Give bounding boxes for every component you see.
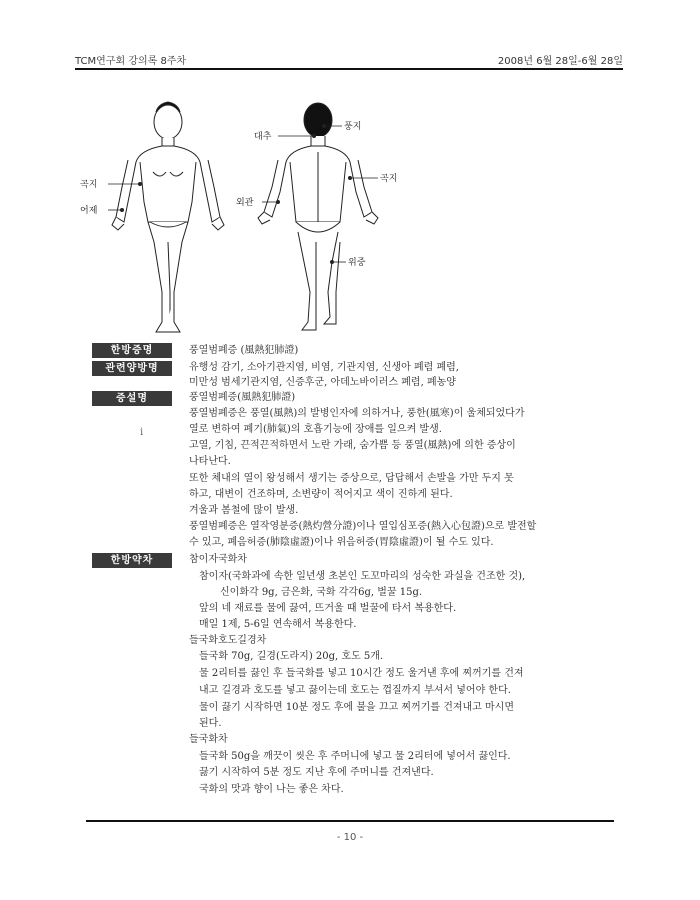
margin-mark: i [140, 427, 144, 438]
text-line: 겨울과 봄철에 많이 발생. [189, 505, 299, 516]
text-line: 들국화호도길경차 [189, 635, 267, 646]
tag-description: 증설명 [92, 391, 172, 406]
header-rule [75, 68, 623, 70]
text-line: 매일 1제, 5-6일 연속해서 복용한다. [199, 619, 357, 630]
text-line: 물 2리터를 끓인 후 들국화를 넣고 10시간 정도 울거낸 후에 찌꺼기를 건져 [199, 668, 524, 679]
text-line: 끓기 시작하여 5분 정도 지난 후에 주머니를 건져낸다. [199, 767, 434, 778]
eoje-label: 어제 [80, 206, 98, 216]
back-body-illustration [258, 103, 378, 330]
text-line: 내고 길경과 호도를 넣고 끓이는데 호도는 껍질까지 부셔서 넣어야 한다. [199, 685, 511, 696]
header-date: 2008년 6월 28일-6월 28일 [497, 56, 623, 67]
tag-related-name: 관련양방명 [92, 361, 172, 376]
text-line: 신이화각 9g, 금은화, 국화 각각6g, 벌꿀 15g. [220, 587, 423, 598]
text-line: 된다. [199, 718, 222, 729]
text-line: 풍열범폐증(風熱犯肺證) [189, 392, 296, 403]
acupoint-figure [78, 92, 418, 342]
text-line: 열로 변하여 폐기(肺氣)의 호흡기능에 장애를 일으켜 발생. [189, 424, 442, 435]
text-line: 유행성 감기, 소아기관지염, 비염, 기관지염, 신생아 폐렴 폐렴, [189, 362, 459, 373]
text-line: 고열, 기침, 끈적끈적하면서 노란 가래, 숨가쁨 등 풍열(風熱)에 의한 증상이 [189, 440, 516, 451]
text-line: 참이자국화차 [189, 554, 247, 565]
text-line: 국화의 맛과 향이 나는 좋은 차다. [199, 784, 344, 795]
text-line: 하고, 대변이 건조하며, 소변량이 적어지고 색이 진하게 된다. [189, 489, 453, 500]
page-header [75, 52, 623, 66]
gokji-back-label: 곡지 [380, 174, 398, 184]
text-line: 미만성 범세기관지염, 신증후군, 아데노바이러스 폐렴, 폐농양 [189, 377, 456, 388]
tag-han-name: 한방증명 [92, 343, 172, 358]
front-body-illustration [112, 102, 224, 332]
page-number: - 10 - [336, 832, 364, 843]
text-line: 또한 체내의 열이 왕성해서 생기는 증상으로, 답답해서 손발을 가만 두지 못 [189, 473, 514, 484]
text-line: 풍열범폐증은 열작영분증(熱灼營分證)이나 열입심포증(熱入心包證)으로 발전할 [189, 521, 537, 532]
text-line: 들국화차 [189, 734, 228, 745]
acupoint-diagram [78, 92, 418, 342]
text-line: 나타난다. [189, 456, 231, 467]
text-line: 앞의 네 재료를 물에 끓여, 뜨거울 때 벌꿀에 타서 복용한다. [199, 603, 457, 614]
text-line: 풍열범폐증은 풍열(風熱)의 발병인자에 의하거나, 풍한(風寒)이 울체되었다가 [189, 408, 525, 419]
text-line: 수 있고, 폐음허증(肺陰虛證)이나 위음허증(胃陰虛證)이 될 수도 있다. [189, 537, 494, 548]
wijung-label: 위중 [348, 258, 366, 268]
text-line: 물이 끓기 시작하면 10분 정도 후에 불을 끄고 찌꺼기를 건져내고 마시면 [199, 702, 514, 713]
text-line: 풍열범폐증 (風熱犯肺證) [189, 345, 299, 356]
tag-herbal-tea: 한방약차 [92, 553, 172, 568]
header-title: TCM연구회 강의록 8주차 [75, 56, 187, 67]
pungji-label: 풍지 [344, 122, 362, 132]
text-line: 들국화 50g을 깨끗이 씻은 후 주머니에 넣고 물 2리터에 넣어서 끓인다. [199, 751, 511, 762]
text-line: 들국화 70g, 길경(도라지) 20g, 호도 5개. [199, 651, 384, 662]
text-line: 참이자(국화과에 속한 일년생 초본인 도꼬마리의 성숙한 과실을 건조한 것), [199, 571, 526, 582]
daechu-label: 대추 [254, 132, 272, 142]
gokji-label: 곡지 [80, 180, 98, 190]
footer-rule [86, 820, 614, 822]
oegwan-label: 외관 [236, 198, 254, 208]
